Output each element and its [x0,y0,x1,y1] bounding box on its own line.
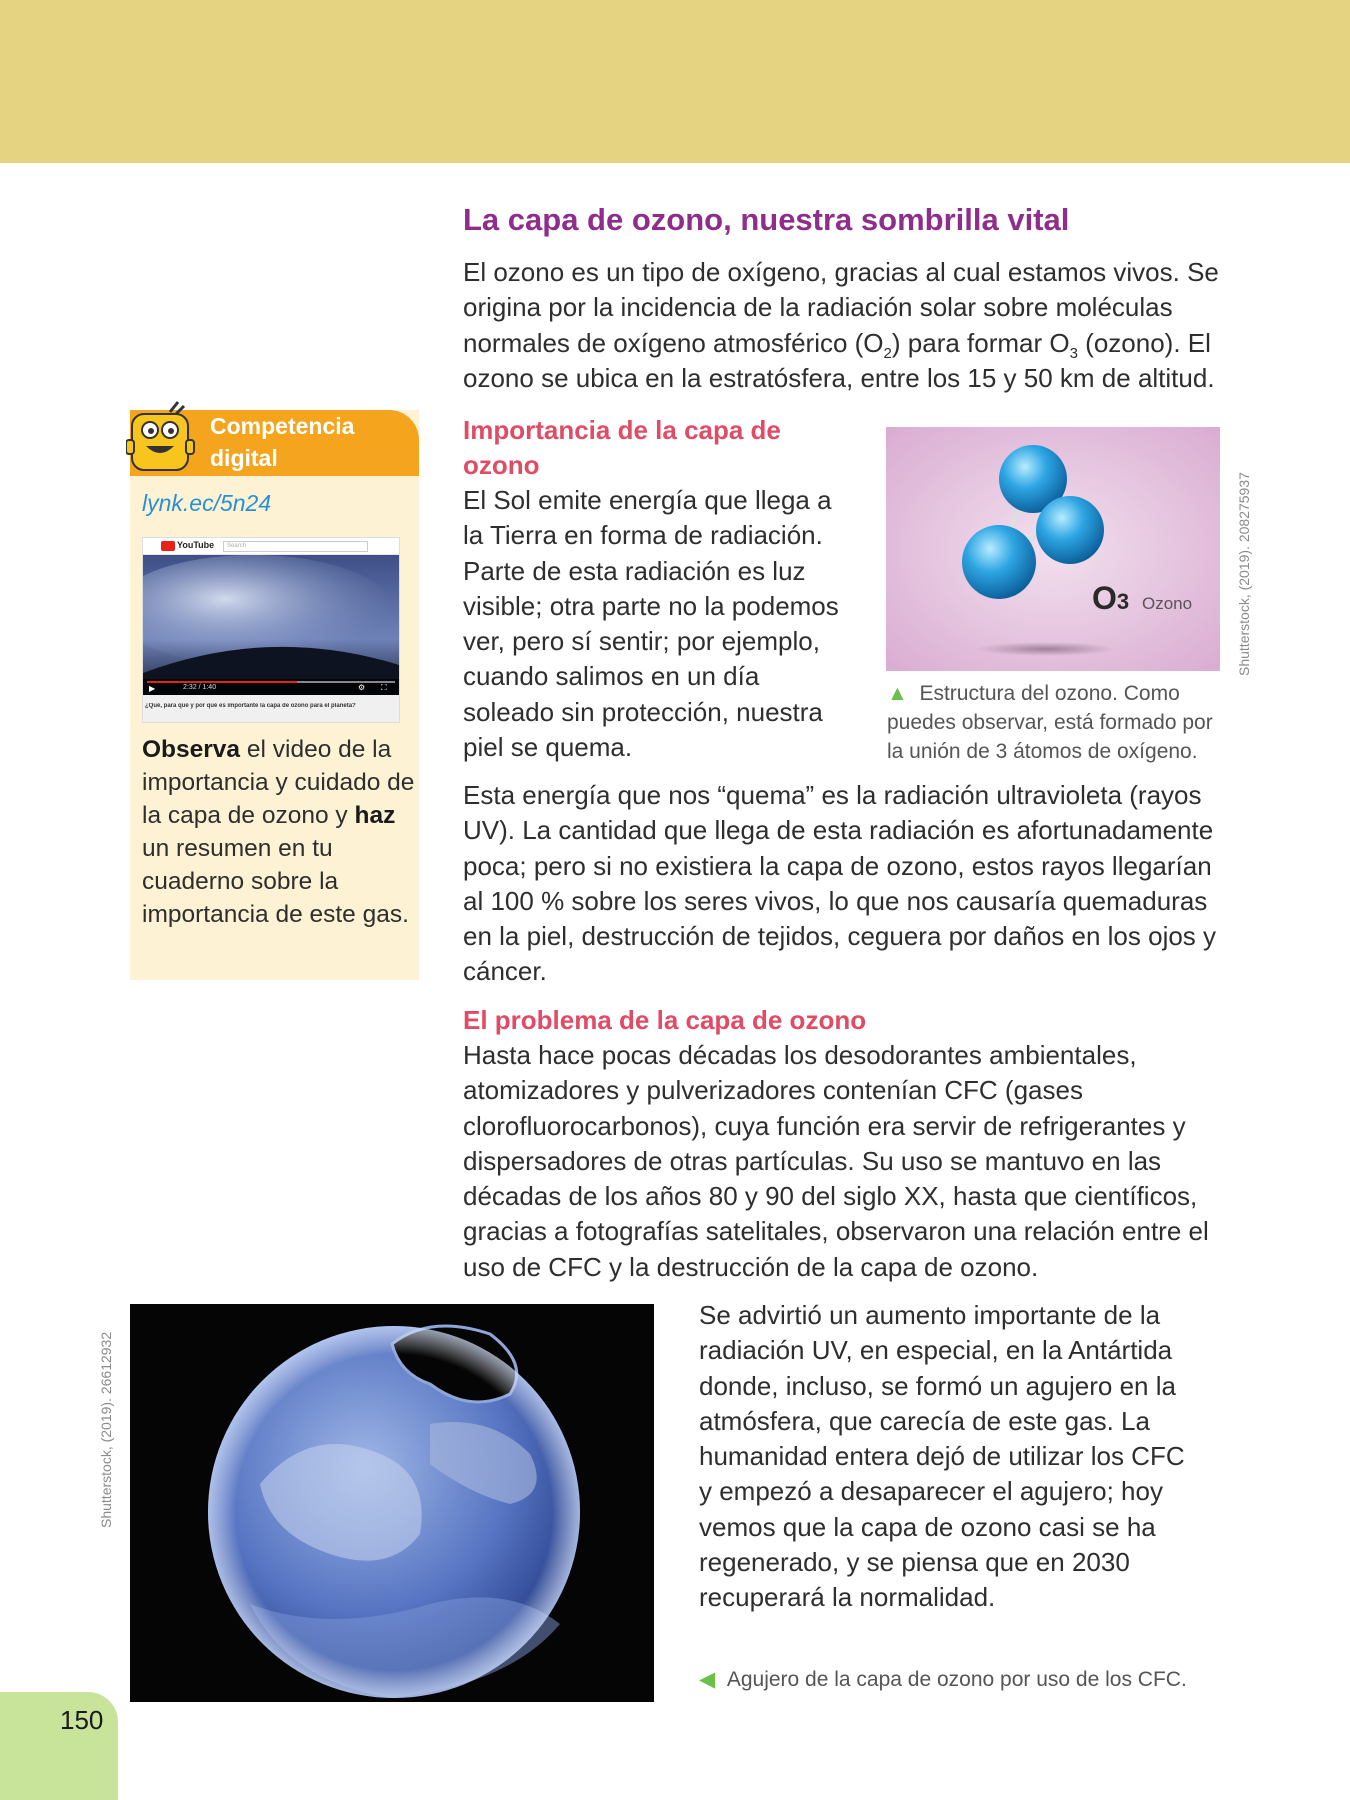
verb-haz: haz [354,802,396,829]
earth-image-credit: Shutterstock, (2019). 26612932 [98,1331,114,1528]
title-line-2: digital [210,445,278,471]
video-time: 2:32 / 1:40 [183,684,217,691]
intro-text-2: ) para formar O [891,327,1070,358]
subscript-2: 2 [883,344,892,362]
ozone-label: Ozono [1142,594,1193,613]
progress-fill [147,681,297,683]
page-title: La capa de ozono, nuestra sombrilla vital [463,202,1070,237]
earth-caption-text: Agujero de la capa de ozono por uso de los CFC. [726,1668,1187,1691]
ozone-caption-text: Estructura del ozono. Como puedes observar, está formado por la unión de 3 átomos de oxígeno. [887,682,1213,763]
ozone-molecule-image [886,427,1220,671]
verb-observa: Observa [142,736,241,763]
formula-letter: O [1092,580,1117,616]
video-caption: ¿Qué, para qué y por qué es importante la capa de ozono para el planeta? [145,703,356,709]
section-heading-problema: El problema de la capa de ozono [463,1005,867,1035]
ozone-image-credit: Shutterstock, (2019). 208275937 [1236,472,1252,676]
video-frame-earth [143,555,399,695]
youtube-brand: YouTube [177,540,215,550]
robot-mascot-icon [126,400,198,476]
caption-triangle-icon: ▲ [887,682,908,705]
video-link[interactable]: lynk.ec/5n24 [142,490,272,516]
top-banner [0,0,1350,163]
formula-number: 3 [1116,589,1130,614]
fullscreen-icon[interactable]: ⛶ [381,683,387,692]
earth-ozone-hole-image [130,1304,654,1702]
settings-icon[interactable]: ⚙ [358,683,366,692]
section-importancia-paragraph-2: Esta energía que nos “quema” es la radiación ultravioleta (rayos UV). La cantidad que llega de esta radiación es afortunadamente poca; pero si no existiera la capa de ozono, estos rayos llegarían al 100 % sobre los seres vivos, lo que nos causaría quemaduras en la piel, destrucción de tejidos, ceguera por daños en los ojos y cáncer. [463,780,1217,987]
intro-paragraph [463,255,1228,396]
video-thumbnail[interactable] [142,537,400,723]
intro-text-1: El ozono es un tipo de oxígeno, gracias al cual estamos vivos. Se origina por la incidencia de la radiación solar sobre moléculas normales de oxígeno atmosférico (O [463,257,1219,358]
page-number: 150 [60,1705,104,1735]
video-topbar [143,538,399,555]
instructions-part-1: el video de la importancia y cuidado de la capa de ozono y [142,736,415,829]
instructions-part-2: un resumen en tu cuaderno sobre la importancia de este gas. [142,835,409,928]
competencia-digital-title [210,410,354,474]
section-heading-importancia: Importancia de la capa de ozono [463,415,781,480]
ozone-image-caption [887,679,1227,766]
subscript-3: 3 [1069,344,1078,362]
caption-arrow-left-icon: ◀ [699,1668,716,1691]
intro-text-3: (ozono). El ozono se ubica en la estratósfera, entre los 15 y 50 km de altitud. [463,327,1215,393]
section-problema-paragraph: Hasta hace pocas décadas los desodorantes ambientales, atomizadores y pulverizadores contenían CFC (gases clorofluorocarbonos), cuya función era servir de refrigerantes y dispersadores de otras partículas. Su uso se mantuvo en las décadas de los años 80 y 90 del siglo XX, hasta que científicos, gracias a fotografías satelitales, observaron una relación entre el uso de CFC y la destrucción de la capa de ozono. [463,1040,1209,1282]
youtube-search-box[interactable]: Search [223,541,368,552]
title-line-1: Competencia [210,413,355,439]
section-problema-paragraph-2: Se advirtió un aumento importante de la radiación UV, en especial, en la Antártida donde, incluso, se formó un agujero en la atmósfera, que carecía de este gas. La humanidad entera dejó de utilizar los CFC y empezó a desaparecer el agujero; hoy vemos que la capa de ozono casi se ha regenerado, y se piensa que en 2030 recuperará la normalidad. [699,1300,1185,1613]
youtube-logo-icon [161,541,175,551]
play-icon[interactable]: ▶ [149,684,156,693]
section-importancia-paragraph: El Sol emite energía que llega a la Tierra en forma de radiación. Parte de esta radiación es luz visible; otra parte no la podemos ver, pero sí sentir; por ejemplo, cuando salimos en un día soleado sin protección, nuestra piel se quema. [463,485,839,763]
competencia-instructions [142,733,417,931]
earth-image-caption [699,1665,1187,1694]
video-controls[interactable] [143,679,399,695]
